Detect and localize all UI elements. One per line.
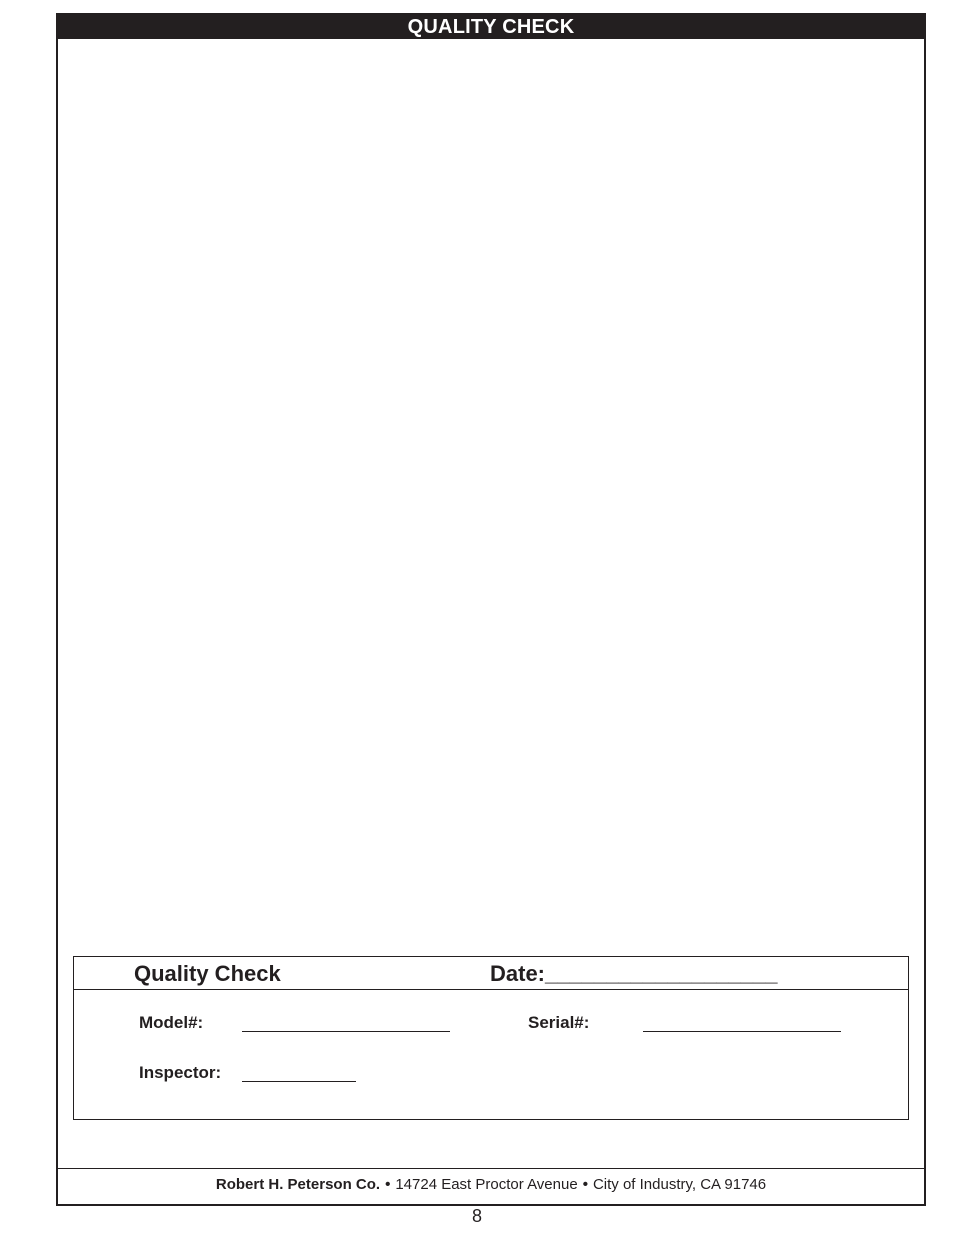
quality-check-title: Quality Check	[134, 961, 281, 986]
date-field[interactable]: Date:___________________	[490, 961, 778, 986]
quality-check-form-header	[74, 957, 908, 990]
serial-field[interactable]	[643, 1031, 841, 1032]
page-number: 8	[471, 1206, 482, 1226]
footer-divider	[58, 1168, 924, 1169]
inspector-field[interactable]	[242, 1081, 356, 1082]
footer-separator: •	[582, 1176, 588, 1193]
quality-check-form	[73, 956, 909, 1120]
page-header-title: QUALITY CHECK	[58, 15, 924, 39]
inspector-label: Inspector:	[139, 1063, 222, 1082]
footer-city: City of Industry, CA 91746	[592, 1176, 767, 1193]
page-frame	[56, 13, 926, 1206]
serial-label: Serial#:	[528, 1013, 590, 1032]
footer-address	[58, 1176, 924, 1193]
footer-street: 14724 East Proctor Avenue	[395, 1176, 578, 1193]
model-field[interactable]	[242, 1031, 450, 1032]
model-label: Model#:	[139, 1013, 204, 1032]
footer-company: Robert H. Peterson Co.	[215, 1176, 381, 1193]
footer-separator: •	[385, 1176, 391, 1193]
